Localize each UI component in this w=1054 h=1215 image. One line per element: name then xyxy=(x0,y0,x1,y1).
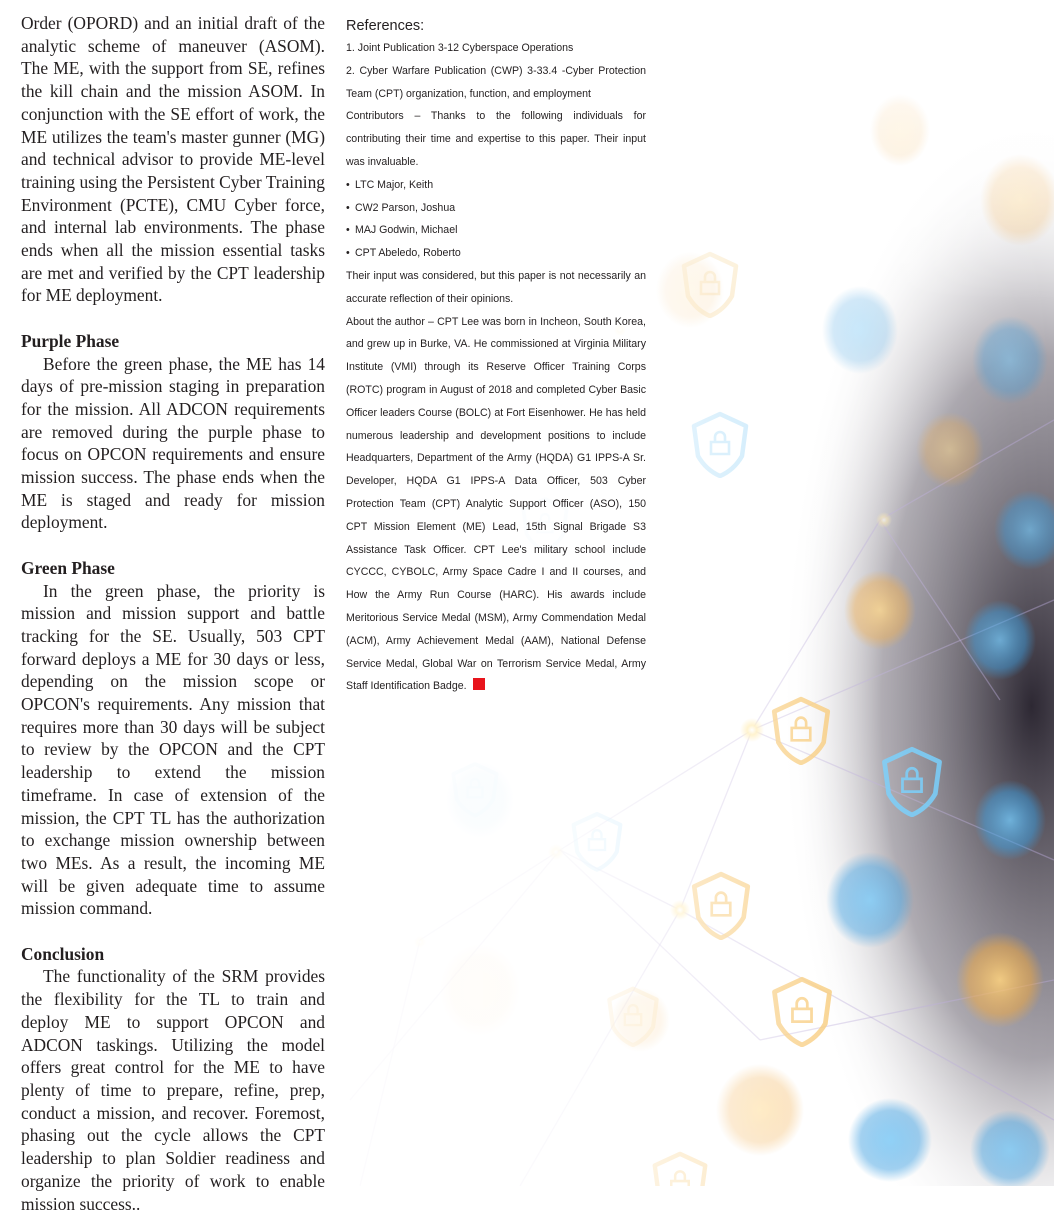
bullet-icon: • xyxy=(346,201,350,214)
references-column xyxy=(346,15,646,698)
contributors-list xyxy=(346,174,646,265)
contributor-item xyxy=(346,242,646,265)
section-heading-conclusion: Conclusion xyxy=(21,943,105,964)
contributors-intro: Contributors – Thanks to the following individuals for contributing their time and expertise to this paper. Their input was invaluable. xyxy=(346,110,646,168)
bullet-icon: • xyxy=(346,178,350,191)
intro-paragraph: Order (OPORD) and an initial draft of the analytic scheme of maneuver (ASOM). The ME, with the support from SE, refines the kill chain and the mission ASOM. In conjunction with the SE effort of work, the ME utilizes the team's master gunner (MG) and technical advisor to provide ME-level training using the Persistent Cyber Training Environment (PCTE), CMU Cyber force, and internal lab environments. The phase ends when all the mission essential tasks are met and verified by the CPT leadership for ME deployment. xyxy=(21,13,325,306)
about-author-body: About the author – CPT Lee was born in Incheon, South Korea, and grew up in Burke, VA. He commissioned at Virginia Military Institute (VMI) through its Reserve Officer Training Corps (ROTC) program in August of 2018 and completed Cyber Basic Officer leaders Course (BOLC) at Fort Eisenhower. He has held numerous leadership and development positions to include Headquarters, Department of the Army (HQDA) G1 IPPS-A Sr. Developer, HQDA G1 IPPS-A Data Officer, 503 Cyber Protection Team (CPT) Analytic Support Officer (ASO), 150 CPT Mission Element (ME) Lead, 15th Signal Brigade S3 Assistance Task Officer. CPT Lee's military school include CYCCC, CYBOLC, Army Space Cadre I and II courses, and How the Army Run Course (HARC). His awards include Meritorious Service Medal (MSM), Army Commendation Medal (ACM), Army Achievement Medal (AAM), National Defense Service Medal, Global War on Terrorism Service Medal, Army Staff Identification Badge. xyxy=(346,315,646,693)
contributor-name: CW2 Parson, Joshua xyxy=(355,201,456,214)
contributor-item xyxy=(346,197,646,220)
contributor-item xyxy=(346,219,646,242)
bullet-icon: • xyxy=(346,224,350,237)
contributor-name: MAJ Godwin, Michael xyxy=(355,224,458,237)
contributor-item xyxy=(346,174,646,197)
bullet-icon: • xyxy=(346,247,350,260)
section-body-conclusion: The functionality of the SRM provides the flexibility for the TL to train and deploy ME to support OPCON and ADCON taskings. Utilizing the model offers great control for the ME to have plenty of time to prepare, refine, prep, conduct a mission, and recover. Foremost, phasing out the cycle allows the CPT leadership to plan Soldier readiness and organize the priority of work to enable mission success.. xyxy=(21,966,325,1214)
section-heading-purple-phase: Purple Phase xyxy=(21,330,120,351)
references-heading: References: xyxy=(346,18,425,34)
disclaimer-text: Their input was considered, but this paper is not necessarily an accurate reflection of their opinions. xyxy=(346,269,646,305)
section-heading-green-phase: Green Phase xyxy=(21,557,115,578)
article-body-column xyxy=(21,12,325,1215)
reference-item: 1. Joint Publication 3-12 Cyberspace Operations xyxy=(346,42,574,54)
section-body-green-phase: In the green phase, the priority is mission and mission support and battle tracking for the SE. Usually, 503 CPT forward deploys a ME for 30 days or less, depending on the mission scope or OPCON's requirements. Any mission that requires more than 30 days will be subject to review by the OPCON and the CPT leadership to extend the mission timeframe. In case of extension of the mission, the CPT TL has the authorization to exchange mission ownership between two MEs. As a result, the incoming ME will be given adequate time to assume mission command. xyxy=(21,580,325,919)
contributor-name: CPT Abeledo, Roberto xyxy=(355,247,461,260)
end-of-article-mark-icon xyxy=(473,678,485,690)
section-body-purple-phase: Before the green phase, the ME has 14 days of pre-mission staging in preparation for the mission. All ADCON requirements are removed during the purple phase to focus on OPCON requirements and ensure mission success. The phase ends when the ME is staged and ready for mission deployment. xyxy=(21,353,325,533)
contributor-name: LTC Major, Keith xyxy=(355,178,434,191)
about-author-text xyxy=(346,311,646,699)
reference-item: 2. Cyber Warfare Publication (CWP) 3-33.4 -Cyber Protection Team (CPT) organization, function, and employment xyxy=(346,64,646,100)
